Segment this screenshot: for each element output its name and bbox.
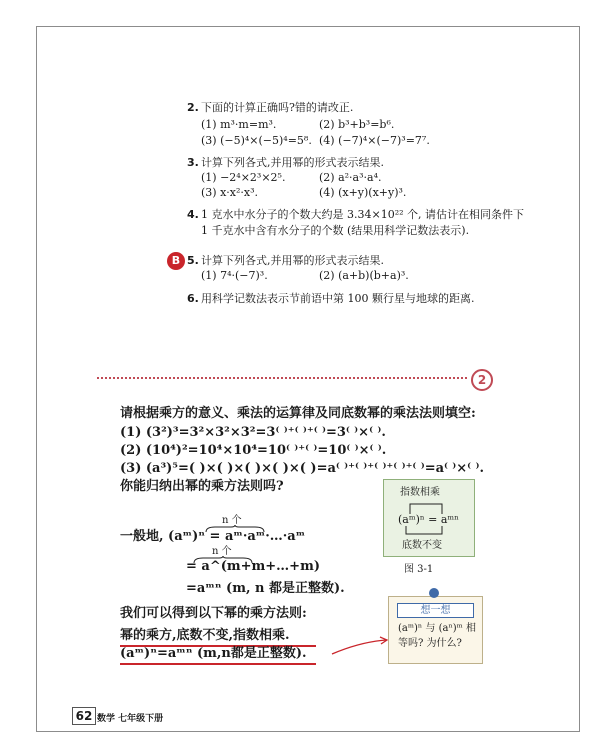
ex3-text: 计算下列各式,并用幂的形式表示结果. — [201, 156, 384, 169]
ex2-item-3: (3) (−5)⁴×(−5)⁴=5⁸. — [201, 134, 312, 147]
ex6-text: 用科学记数法表示节前语中第 100 颗行星与地球的距离. — [201, 292, 475, 305]
exponent-sum-step: = a^(m+m+…+m) — [186, 559, 320, 574]
figure-label-bottom: 底数不变 — [402, 540, 442, 551]
ex4-number: 4. — [187, 208, 199, 221]
ex2-item-2: (2) b³+b³=b⁶. — [319, 118, 395, 131]
section-divider — [97, 377, 467, 379]
ex2-item-1: (1) m³·m=m³. — [201, 118, 277, 131]
n-count-label-2: n 个 — [212, 546, 232, 557]
power-rule-text: 幂的乘方,底数不变,指数相乘. — [120, 628, 290, 643]
result-step: =aᵐⁿ (m, n 都是正整数). — [186, 581, 345, 596]
ex5-number: 5. — [187, 254, 199, 267]
formula-1: (1) (3²)³=3²×3²×3²=3⁽ ⁾⁺⁽ ⁾⁺⁽ ⁾=3⁽ ⁾×⁽ ⁾. — [120, 425, 386, 440]
figure-arrows-bottom — [398, 526, 454, 538]
ex5-text: 计算下列各式,并用幂的形式表示结果. — [201, 254, 384, 267]
ex4-line-1: 1 克水中水分子的个数大约是 3.34×10²² 个, 请估计在相同条件下 — [201, 208, 525, 221]
ex5-item-2: (2) (a+b)(b+a)³. — [319, 269, 409, 282]
figure-formula: (aᵐ)ⁿ = aᵐⁿ — [398, 513, 459, 526]
book-title: 数学 七年级下册 — [97, 714, 164, 724]
think-line-2: 等吗? 为什么? — [398, 638, 462, 649]
intro-text: 请根据乘方的意义、乘法的运算律及同底数幂的乘法法则填空: — [120, 406, 476, 421]
ex2-text: 下面的计算正确吗?错的请改正. — [201, 101, 354, 114]
ex6-number: 6. — [187, 292, 199, 305]
formula-3: (3) (a³)⁵=( )×( )×( )×( )×( )=a⁽ ⁾⁺⁽ ⁾⁺⁽ ⁾⁺⁽ ⁾⁺⁽ ⁾=a⁽ ⁾×⁽ ⁾. — [120, 461, 484, 476]
induction-question: 你能归纳出幂的乘方法则吗? — [120, 479, 284, 494]
ex3-item-3: (3) x·x²·x³. — [201, 186, 258, 199]
figure-caption: 图 3-1 — [404, 564, 434, 575]
conclusion-text: 我们可以得到以下幂的乘方法则: — [120, 606, 307, 621]
think-line-1: (aᵐ)ⁿ 与 (aⁿ)ᵐ 相 — [398, 623, 476, 634]
page-number: 62 — [72, 707, 96, 725]
page-frame — [36, 26, 580, 732]
level-b-badge: B — [167, 252, 185, 270]
ex2-item-4: (4) (−7)⁴×(−7)³=7⁷. — [319, 134, 430, 147]
formula-2: (2) (10⁴)²=10⁴×10⁴=10⁽ ⁾⁺⁽ ⁾=10⁽ ⁾×⁽ ⁾. — [120, 443, 387, 458]
ex5-item-1: (1) 7⁴·(−7)³. — [201, 269, 268, 282]
pin-icon — [429, 588, 439, 598]
n-count-label: n 个 — [222, 515, 242, 526]
pointer-arrow — [330, 636, 390, 658]
power-rule-formula: (aᵐ)ⁿ=aᵐⁿ (m,n都是正整数). — [120, 646, 307, 661]
section-number-badge: 2 — [471, 369, 493, 391]
figure-label-top: 指数相乘 — [400, 487, 440, 498]
ex2-number: 2. — [187, 101, 199, 114]
ex3-item-1: (1) −2⁴×2³×2⁵. — [201, 171, 286, 184]
think-box-header: 想一想 — [397, 603, 474, 618]
formula-underline — [120, 663, 316, 665]
ex3-item-4: (4) (x+y)(x+y)³. — [319, 186, 407, 199]
figure-arrows-top — [398, 500, 454, 514]
ex3-item-2: (2) a²·a³·a⁴. — [319, 171, 382, 184]
general-formula: 一般地, (aᵐ)ⁿ = aᵐ·aᵐ·…·aᵐ — [120, 529, 306, 544]
ex4-line-2: 1 千克水中含有水分子的个数 (结果用科学记数法表示). — [201, 224, 470, 237]
ex3-number: 3. — [187, 156, 199, 169]
